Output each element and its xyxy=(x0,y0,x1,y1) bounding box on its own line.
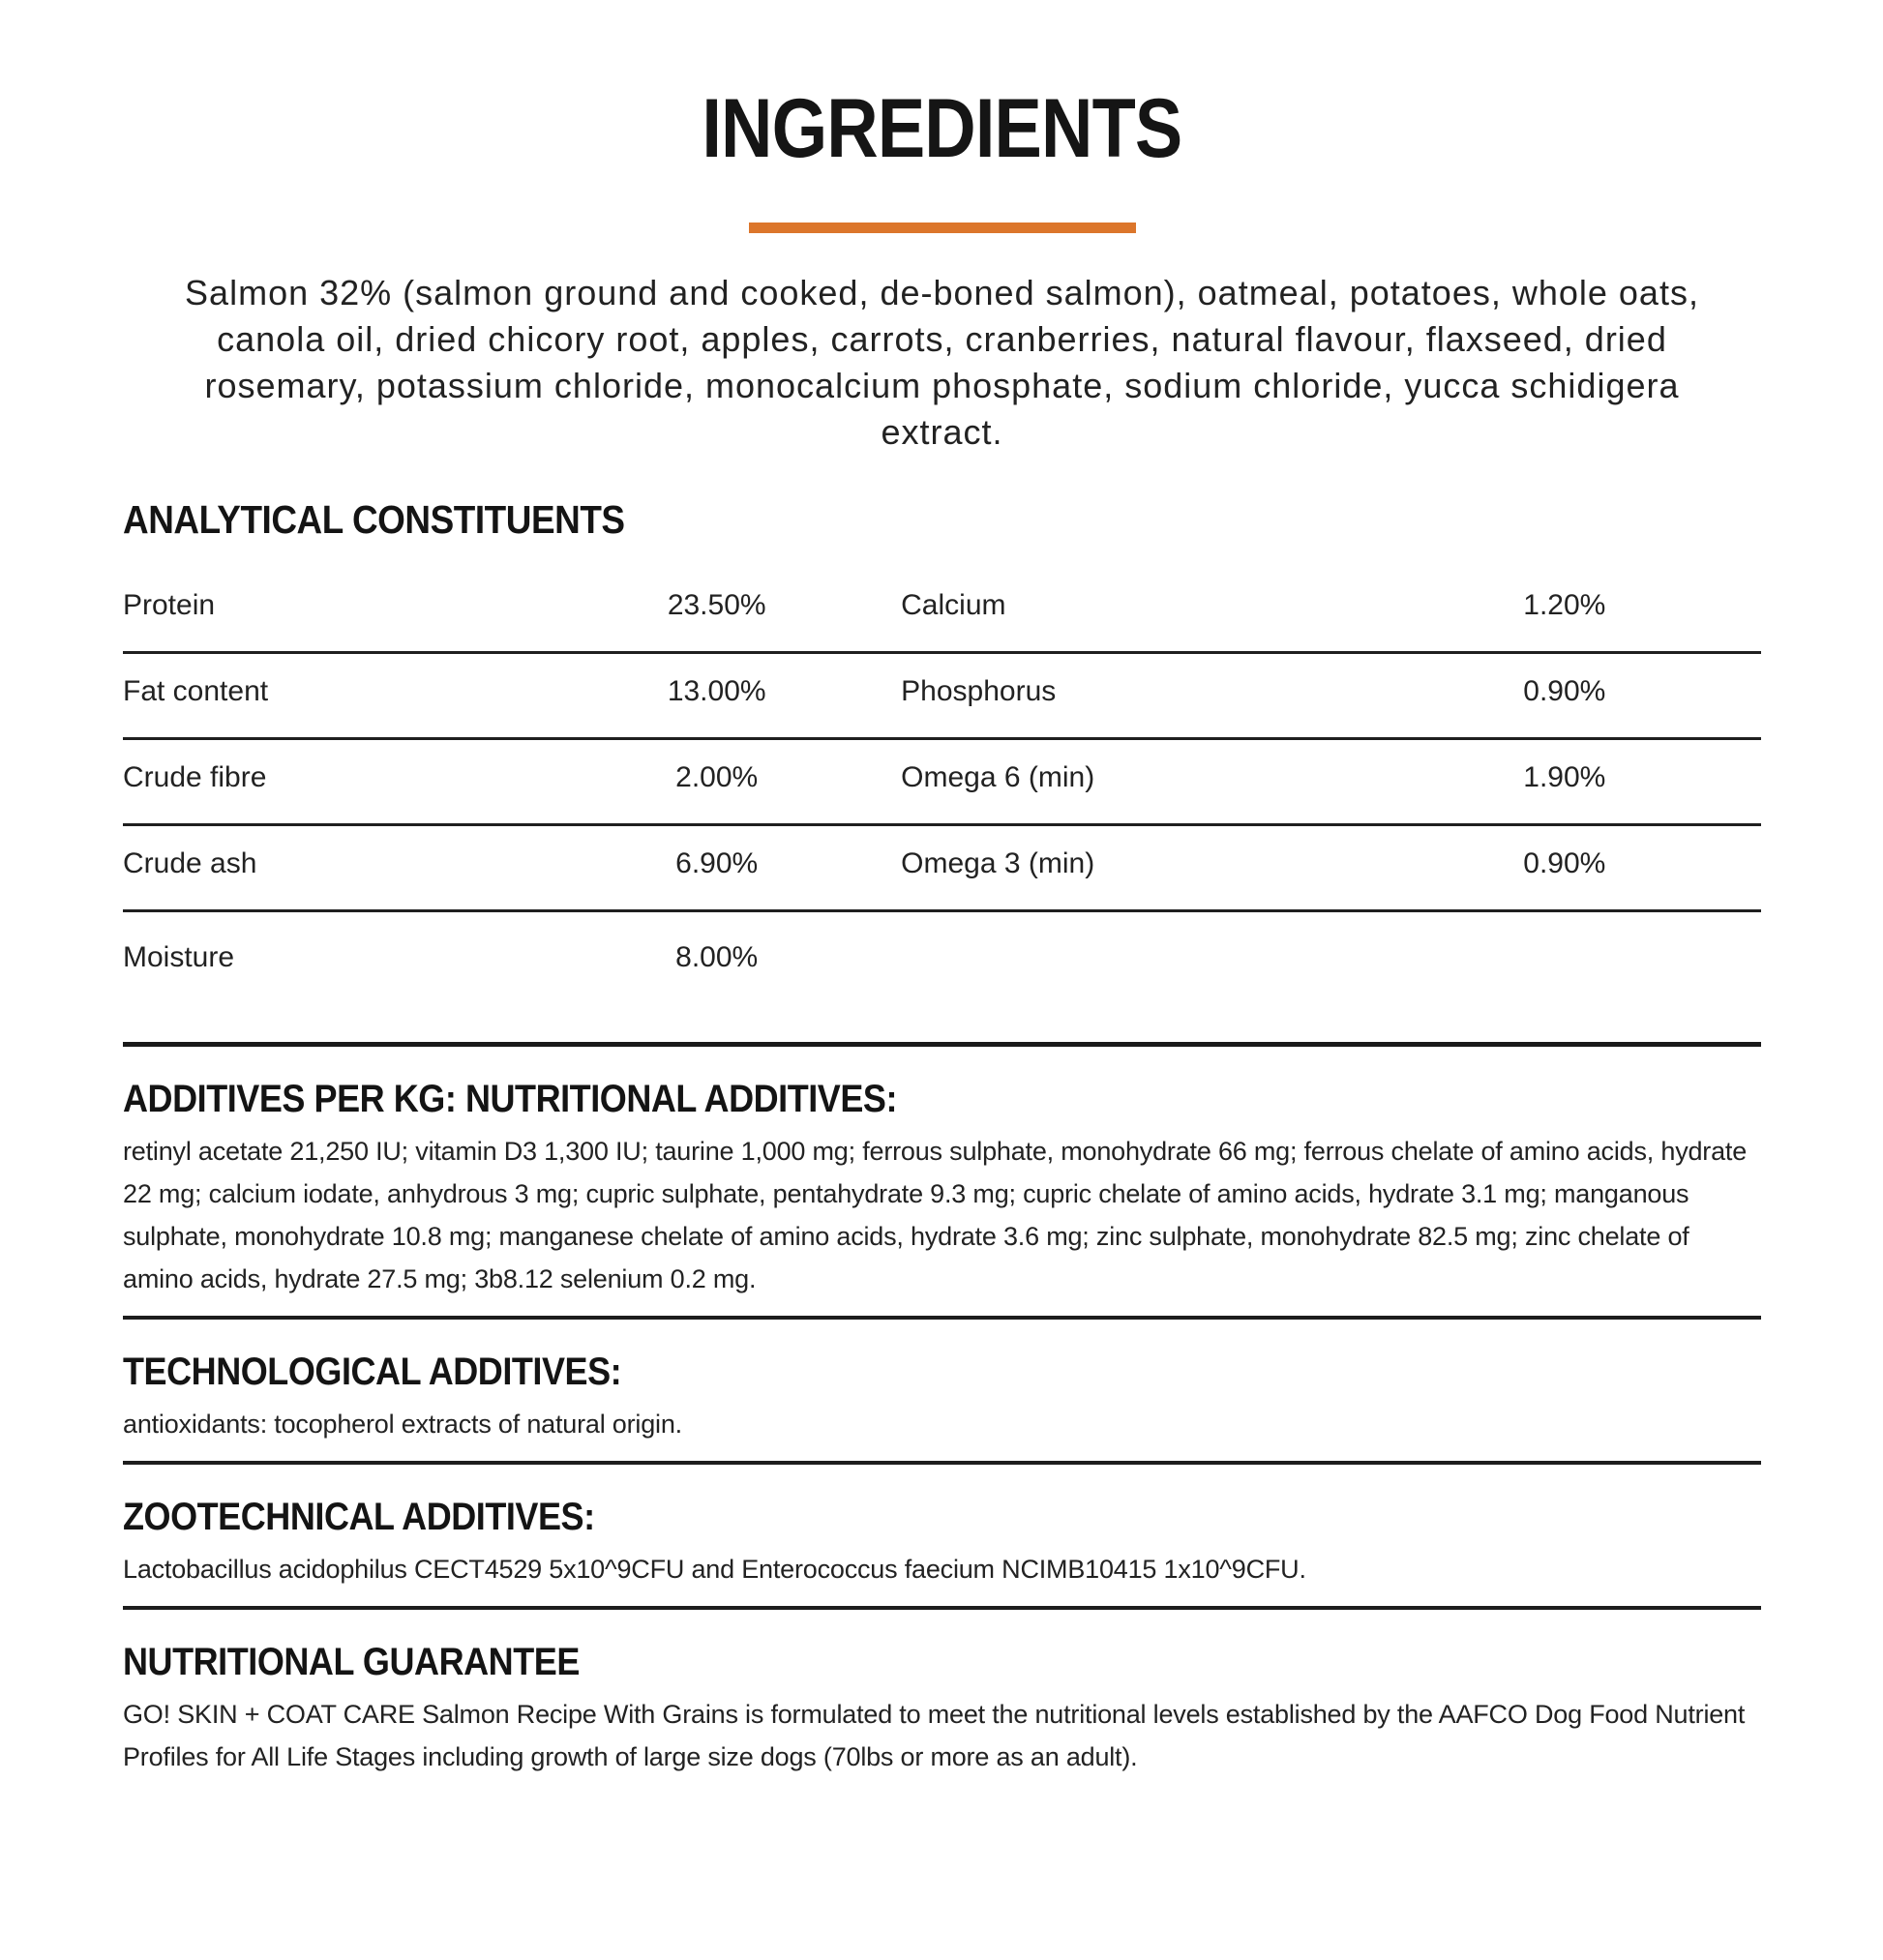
row-value: 0.90% xyxy=(1523,847,1606,879)
row-label: Protein xyxy=(123,589,216,621)
zootechnical-additives-body: Lactobacillus acidophilus CECT4529 5x10^9CFU and Enterococcus faecium NCIMB10415 1x10^9CFU. xyxy=(123,1555,1306,1584)
nutritional-additives-body: retinyl acetate 21,250 IU; vitamin D3 1,300 IU; taurine 1,000 mg; ferrous sulphate, monohydrate 66 mg; ferrous chelate of amino acids, hydrate 22 mg; calcium iodate, anhydrous 3 mg; cupric sulphate, pentahydrate 9.3 mg; cupric chelate of amino acids, hydrate 3.1 mg; manganous sulphate, monohydrate 10.8 mg; manganese chelate of amino acids, hydrate 3.6 mg; zinc sulphate, monohydrate 82.5 mg; zinc chelate of amino acids, hydrate 27.5 mg; 3b8.12 selenium 0.2 mg. xyxy=(123,1137,1748,1293)
row-label: Omega 6 (min) xyxy=(901,761,1095,793)
row-value: 6.90% xyxy=(675,847,759,879)
section-nutritional-additives xyxy=(123,1078,1761,1300)
row-label: Moisture xyxy=(123,941,235,973)
section-technological-additives xyxy=(123,1351,1761,1445)
zootechnical-additives-heading: ZOOTECHNICAL ADDITIVES: xyxy=(123,1496,595,1538)
row-value: 2.00% xyxy=(675,761,759,793)
row-label: Phosphorus xyxy=(901,675,1057,707)
analytical-constituents-table xyxy=(123,568,1761,1047)
table-row-crude-fibre xyxy=(123,740,1761,826)
row-value: 1.20% xyxy=(1523,589,1606,621)
title-accent-bar xyxy=(749,223,1136,233)
row-value: 0.90% xyxy=(1523,675,1606,707)
section-divider xyxy=(123,1461,1761,1465)
row-label: Omega 3 (min) xyxy=(901,847,1095,879)
table-row-crude-ash xyxy=(123,826,1761,912)
nutritional-guarantee-heading: NUTRITIONAL GUARANTEE xyxy=(123,1641,580,1683)
analytical-constituents-heading: ANALYTICAL CONSTITUENTS xyxy=(123,497,625,542)
nutritional-additives-heading: ADDITIVES PER KG: NUTRITIONAL ADDITIVES: xyxy=(123,1078,898,1120)
row-label: Crude ash xyxy=(123,847,257,879)
section-divider xyxy=(123,1316,1761,1320)
page-title xyxy=(123,77,1761,180)
row-value: 13.00% xyxy=(667,675,766,707)
table-row-protein xyxy=(123,568,1761,654)
technological-additives-body: antioxidants: tocopherol extracts of natural origin. xyxy=(123,1410,682,1439)
section-divider xyxy=(123,1606,1761,1610)
row-label: Fat content xyxy=(123,675,269,707)
row-value: 1.90% xyxy=(1523,761,1606,793)
technological-additives-heading: TECHNOLOGICAL ADDITIVES: xyxy=(123,1351,622,1393)
table-row-fat-content xyxy=(123,654,1761,740)
section-zootechnical-additives xyxy=(123,1496,1761,1590)
row-label: Crude fibre xyxy=(123,761,267,793)
nutritional-guarantee-body: GO! SKIN + COAT CARE Salmon Recipe With Grains is formulated to meet the nutritional levels established by the AAFCO Dog Food Nutrient Profiles for All Life Stages including growth of large size dogs (70lbs or more as an adult). xyxy=(123,1700,1746,1771)
row-label: Calcium xyxy=(901,589,1006,621)
table-row-moisture xyxy=(123,912,1761,1047)
section-nutritional-guarantee xyxy=(123,1641,1761,1778)
row-value: 23.50% xyxy=(667,589,766,621)
page-title-text: INGREDIENTS xyxy=(702,82,1182,175)
ingredients-paragraph: Salmon 32% (salmon ground and cooked, de-boned salmon), oatmeal, potatoes, whole oats, canola oil, dried chicory root, apples, carrots, cranberries, natural flavour, flaxseed, dried rosemary, potassium chloride, monocalcium phosphate, sodium chloride, yucca schidigera extract. xyxy=(185,273,1699,452)
row-value: 8.00% xyxy=(675,941,759,973)
